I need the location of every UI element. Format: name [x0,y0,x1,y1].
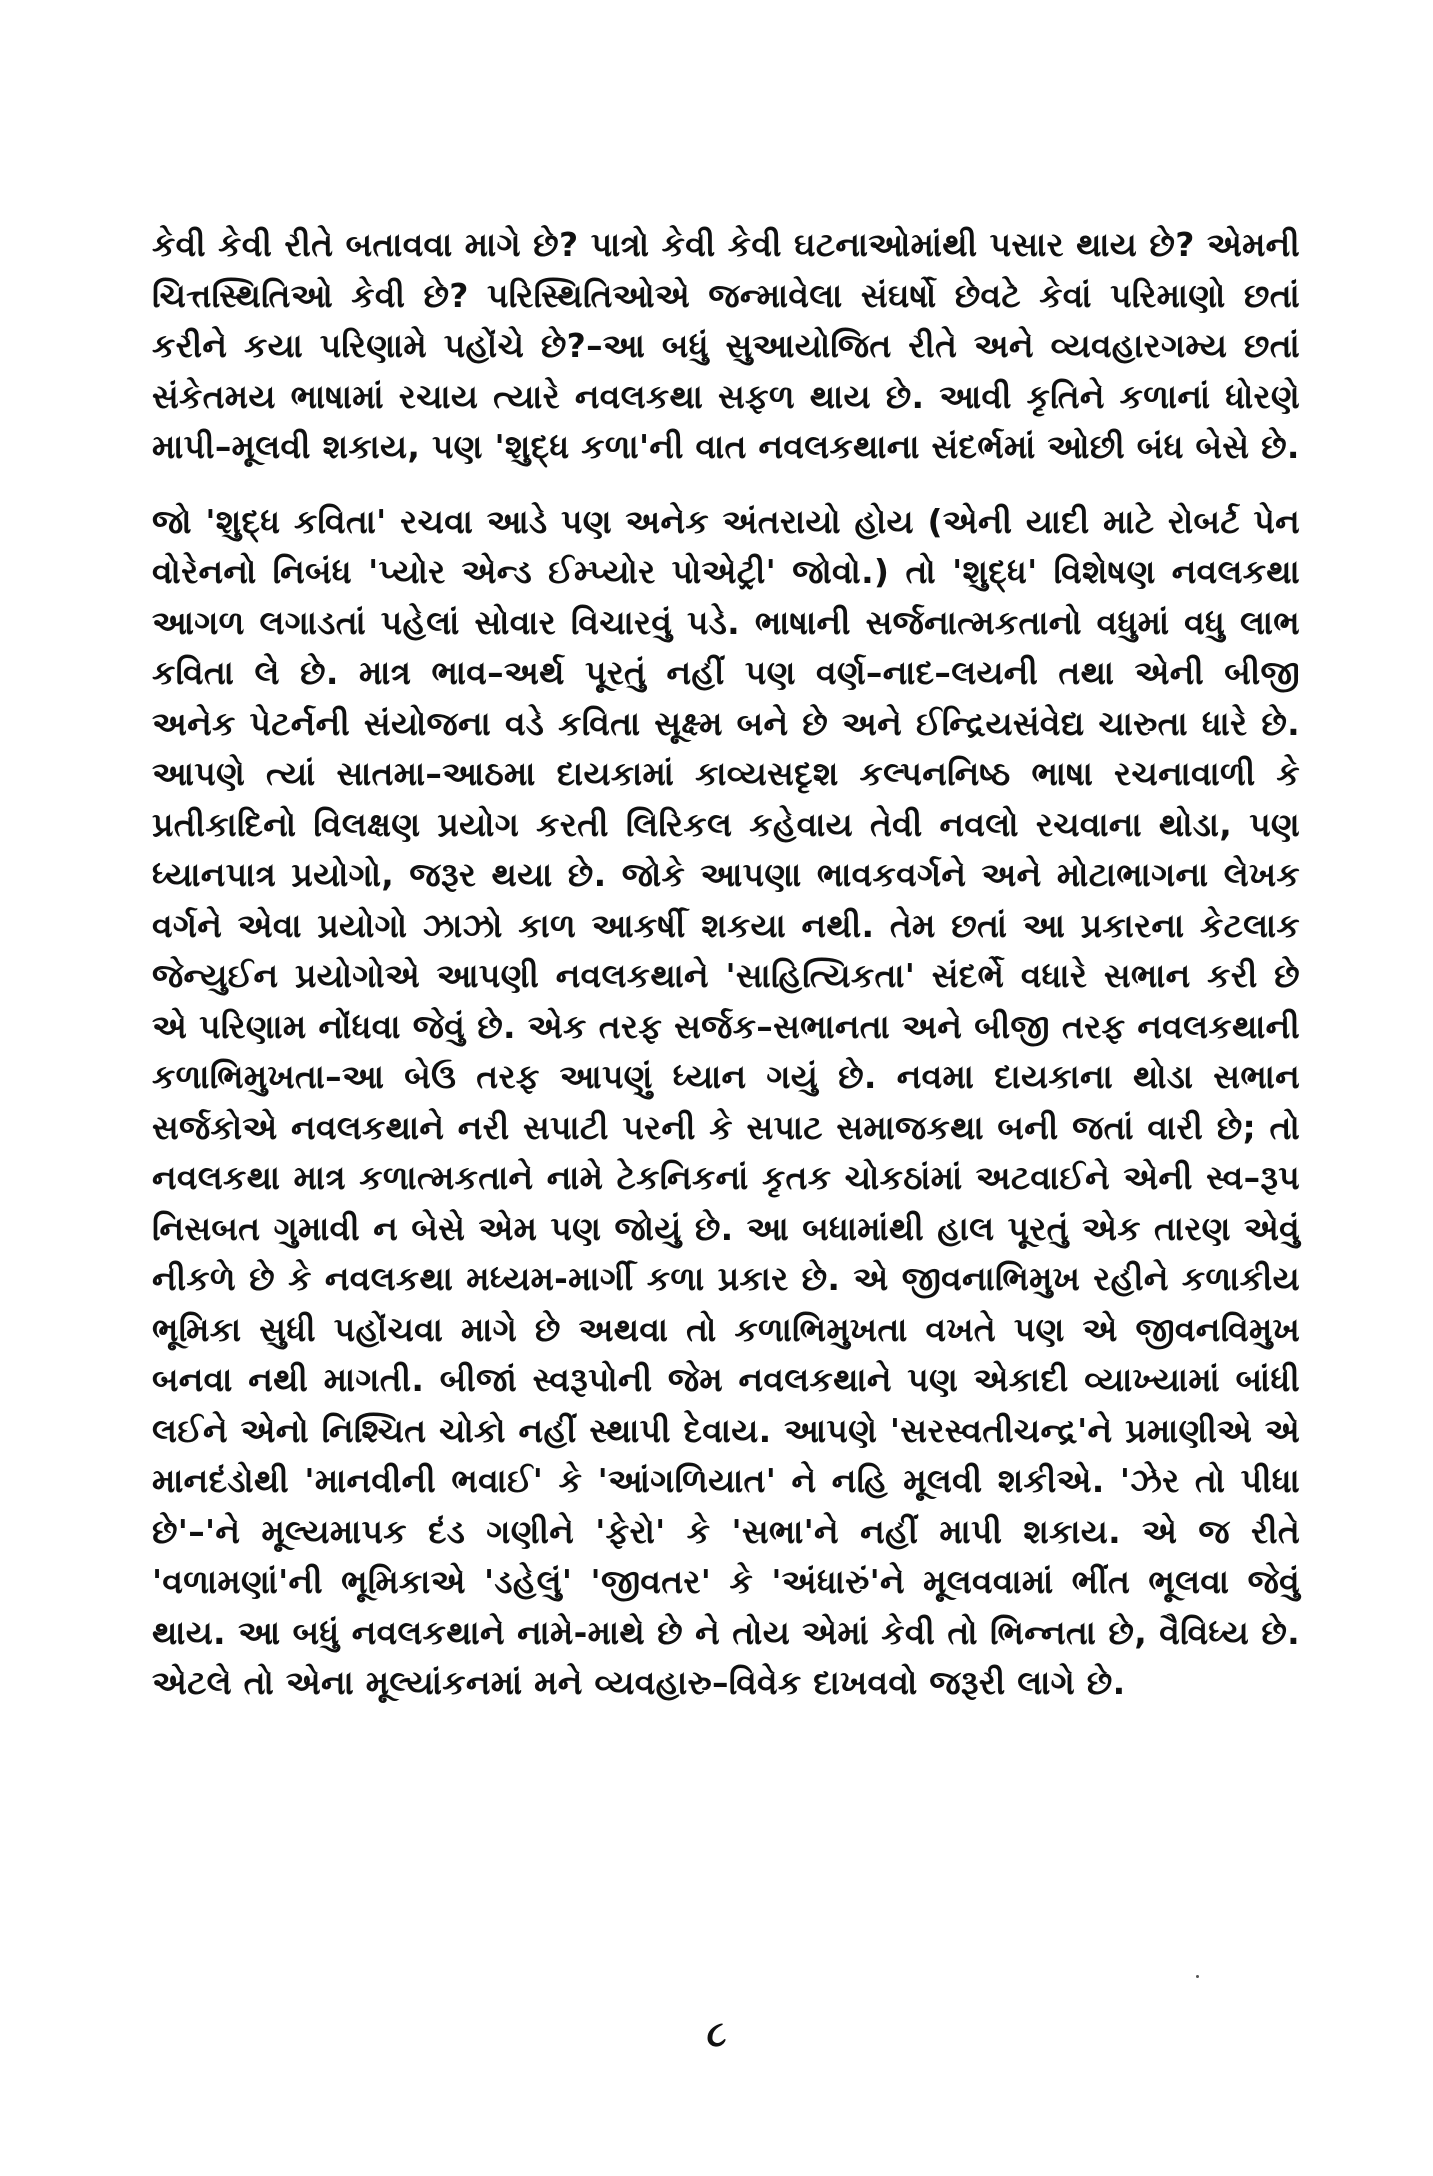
paragraph-1: કેવી કેવી રીતે બતાવવા માગે છે? પાત્રો કેવી કેવી ઘટનાઓમાંથી પસાર થાય છે? એમની ચિત્તસ્થિતિઓ કેવી છે? પરિસ્થિતિઓએ જન્માવેલા સંઘર્ષો છેવટે કેવાં પરિમાણો છતાં કરીને કયા પરિણામે પહોંચે છે?–આ બધું સુઆયોજિત રીતે અને વ્યવહારગમ્ય છતાં સંકેતમય ભાષામાં રચાય ત્યારે નવલકથા સફળ થાય છે. આવી કૃતિને કળાનાં ધોરણે માપી–મૂલવી શકાય, પણ 'શુદ્ધ કળા'ની વાત નવલકથાના સંદર્ભમાં ઓછી બંધ બેસે છે. [152,225,1300,466]
paragraph-2: જો 'શુદ્ધ કવિતા' રચવા આડે પણ અનેક અંતરાયો હોય (એની યાદી માટે રોબર્ટ પેન વોરેનનો નિબંધ 'પ્યોર એન્ડ ઈમ્પ્યોર પોએટ્રી' જોવો.) તો 'શુદ્ધ' વિશેષણ નવલકથા આગળ લગાડતાં પહેલાં સોવાર વિચારવું પડે. ભાષાની સર્જનાત્મકતાનો વધુમાં વધુ લાભ કવિતા લે છે. માત્ર ભાવ–અર્થ પૂરતું નહીં પણ વર્ણ–નાદ–લયની તથા એની બીજી અનેક પેટર્નની સંયોજના વડે કવિતા સૂક્ષ્મ બને છે અને ઈન્દ્રિયસંવેદ્ય ચારુતા ધારે છે. આપણે ત્યાં સાતમા–આઠમા દાયકામાં કાવ્યસદૃશ કલ્પનનિષ્ઠ ભાષા રચનાવાળી કે પ્રતીકાદિનો વિલક્ષણ પ્રયોગ કરતી લિરિકલ કહેવાય તેવી નવલો રચવાના થોડા, પણ ધ્યાનપાત્ર પ્રયોગો, જરૂર થયા છે. જોકે આપણા ભાવકવર્ગને અને મોટાભાગના લેખક વર્ગને એવા પ્રયોગો ઝાઝો કાળ આકર્ષી શકયા નથી. તેમ છતાં આ પ્રકારના કેટલાક જેન્યુઈન પ્રયોગોએ આપણી નવલકથાને 'સાહિત્યિકતા' સંદર્ભે વધારે સભાન કરી છે એ પરિણામ નોંધવા જેવું છે. એક તરફ સર્જક–સભાનતા અને બીજી તરફ નવલકથાની કળાભિમુખતા–આ બેઉ તરફ આપણું ધ્યાન ગયું છે. નવમા દાયકાના થોડા સભાન સર્જકોએ નવલકથાને નરી સપાટી પરની કે સપાટ સમાજકથા બની જતાં વારી છે; તો નવલકથા માત્ર કળાત્મકતાને નામે ટેકનિકનાં કૃતક ચોકઠાંમાં અટવાઈને એની સ્વ–રૂપ નિસબત ગુમાવી ન બેસે એમ પણ જોયું છે. આ બધામાંથી હાલ પૂરતું એક તારણ એવું નીકળે છે કે નવલકથા મધ્યમ-માર્ગી કળા પ્રકાર છે. એ જીવનાભિમુખ રહીને કળાકીય ભૂમિકા સુધી પહોંચવા માગે છે અથવા તો કળાભિમુખતા વખતે પણ એ જીવનવિમુખ બનવા નથી માગતી. બીજાં સ્વરૂપોની જેમ નવલકથાને પણ એકાદી વ્યાખ્યામાં બાંધી લઈને એનો નિશ્ચિત ચોકો નહીં સ્થાપી દેવાય. આપણે 'સરસ્વતીચન્દ્ર'ને પ્રમાણીએ એ માનદંડોથી 'માનવીની ભવાઈ' કે 'આંગળિયાત' ને નહિ મૂલવી શકીએ. 'ઝેર તો પીધા છે'–'ને મૂલ્યમાપક દંડ ગણીને 'ફેરો' કે 'સભા'ને નહીં માપી શકાય. એ જ રીતે 'વળામણાં'ની ભૂમિકાએ 'ડહેલું' 'જીવતર' કે 'અંધારું'ને મૂલવવામાં ભીંત ભૂલવા જેવું થાય. આ બધું નવલકથાને નામે-માથે છે ને તોય એમાં કેવી તો ભિન્નતા છે, વૈવિધ્ય છે. એટલે તો એના મૂલ્યાંકનમાં મને વ્યવહારુ–વિવેક દાખવવો જરૂરી લાગે છે. [152,501,1300,1702]
page-body [152,220,1300,1709]
page-number: ૮ [706,2014,727,2055]
print-speck [1196,1975,1199,1978]
